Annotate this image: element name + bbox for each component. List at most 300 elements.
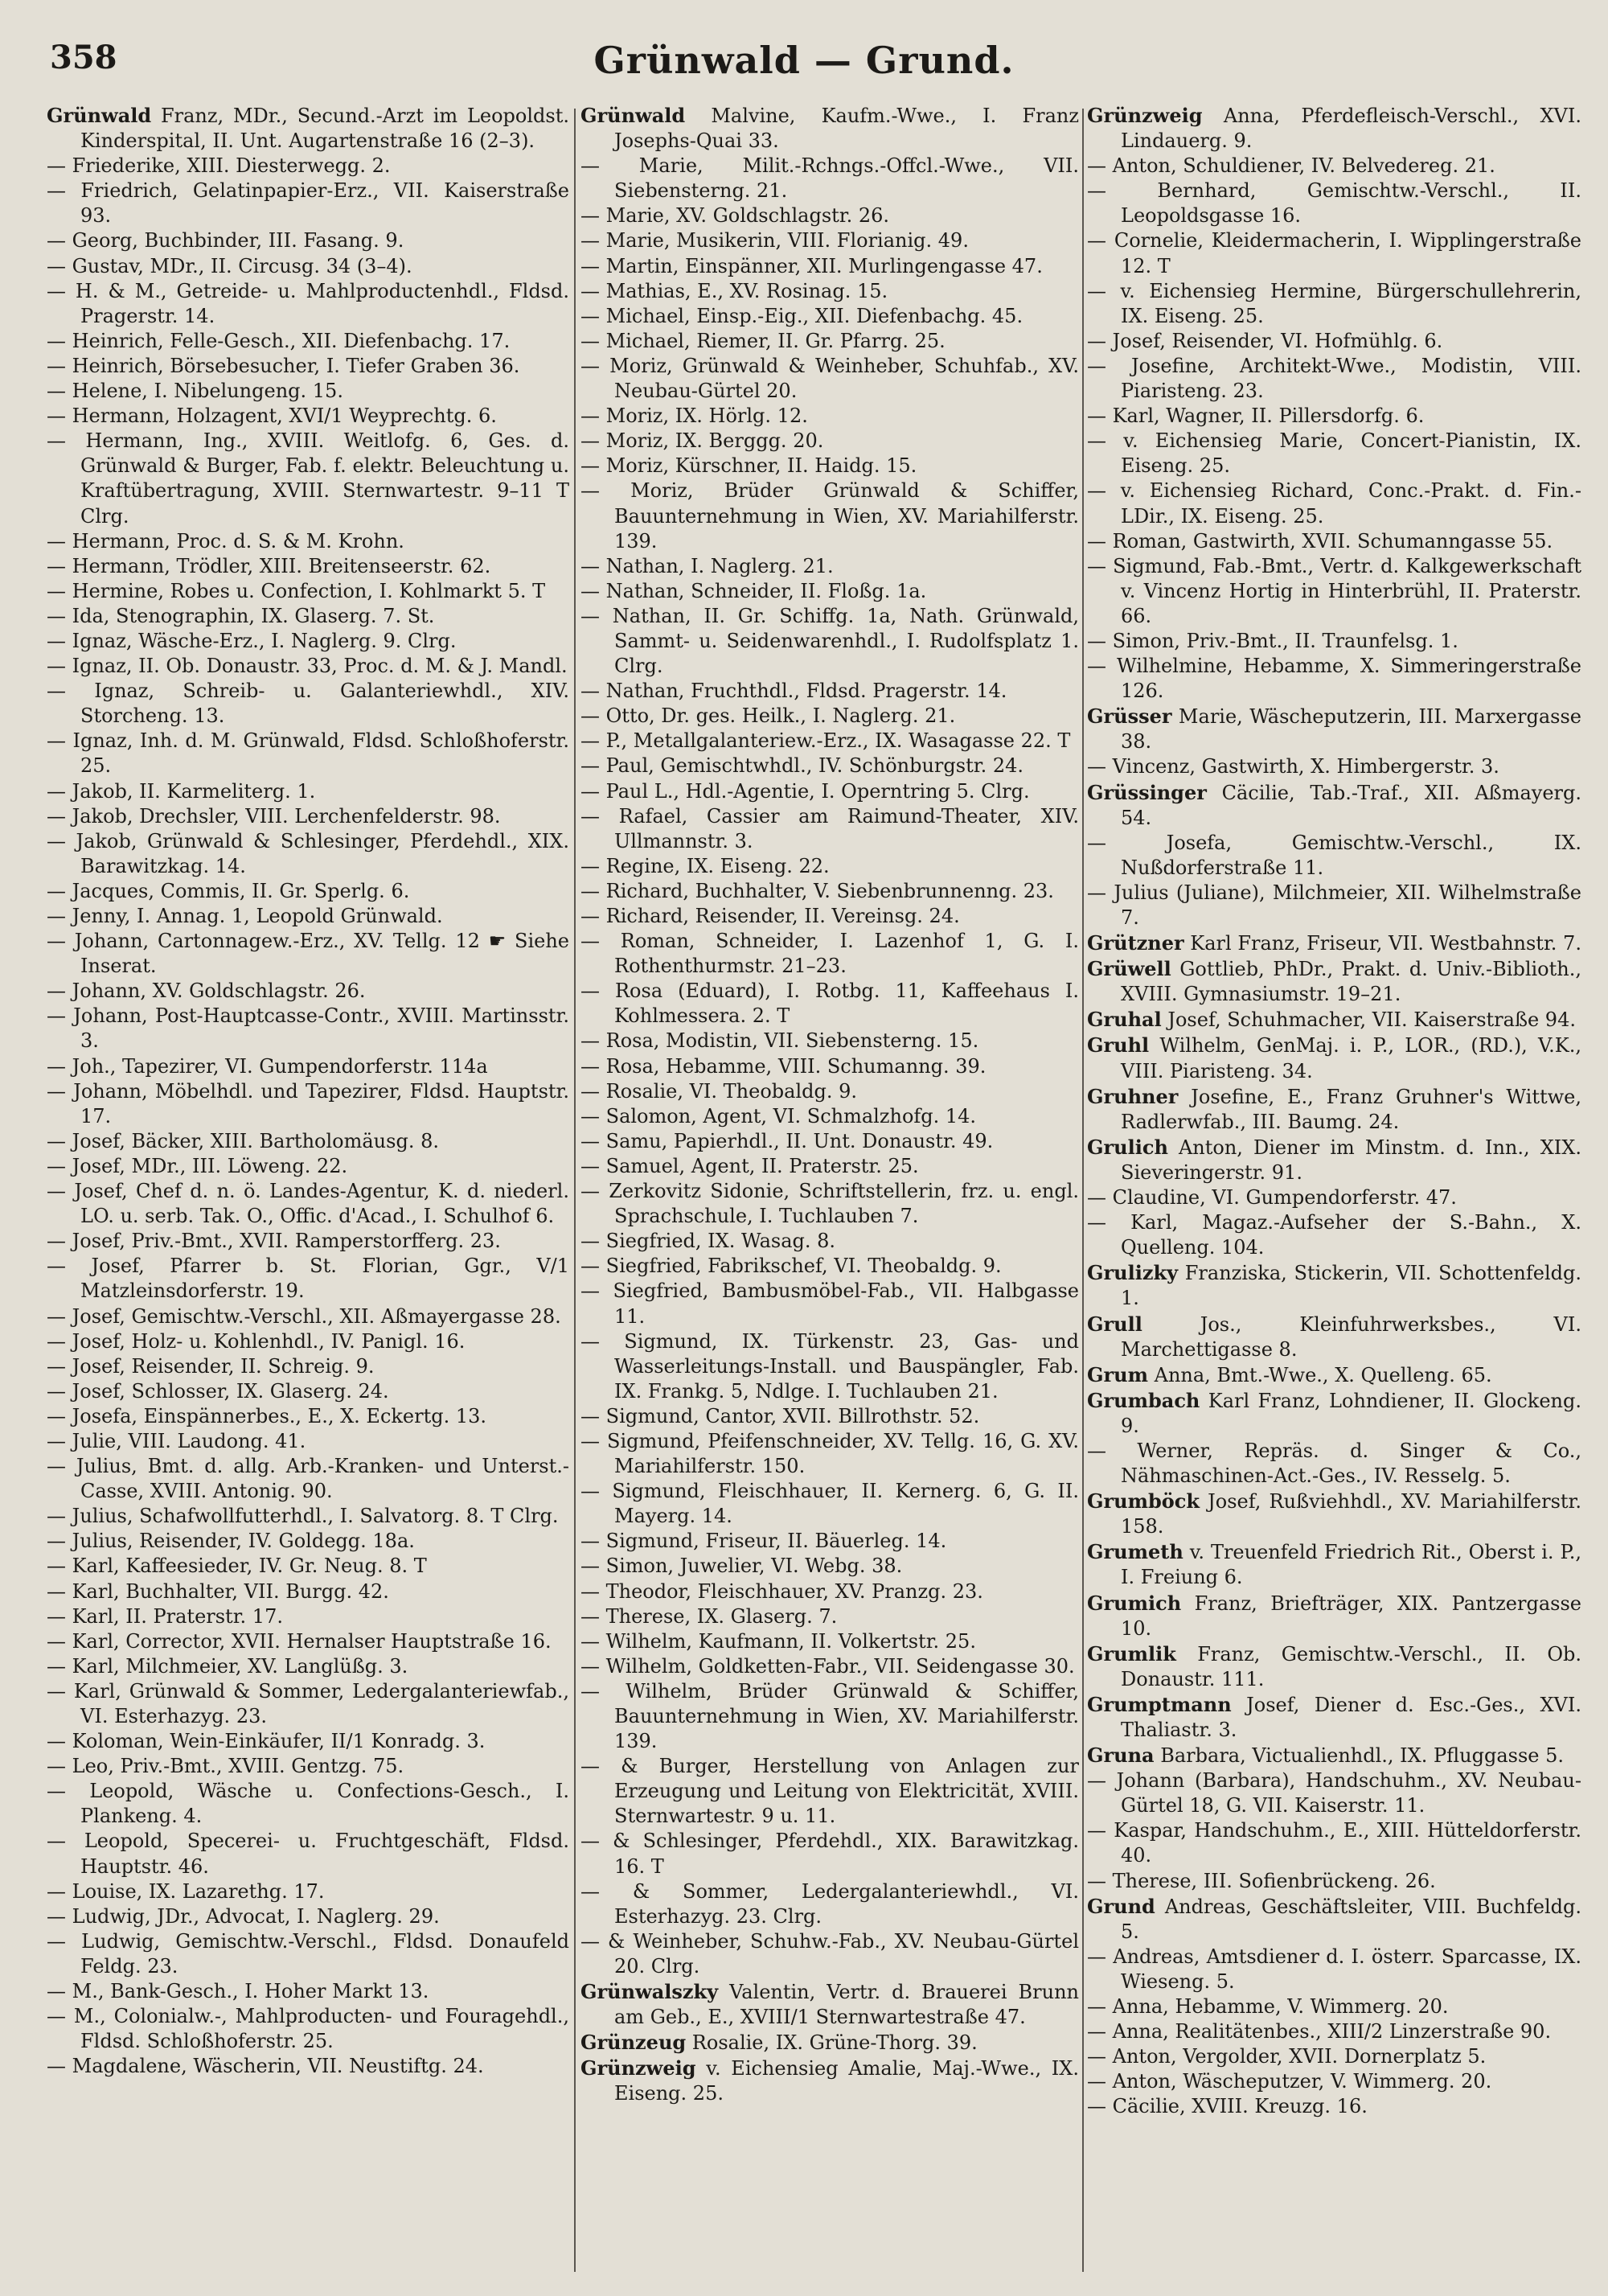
entry-text: Anna, Pferdefleisch-Verschl., XVI. Lindauerg. 9. [1121,105,1581,153]
directory-entry [47,1979,569,2004]
entry-text: — Karl, Corrector, XVII. Hernalser Hauptstraße 16. [47,1629,552,1653]
entry-text: — Leopold, Specerei- u. Fruchtgeschäft, Fldsd. Hauptstr. 46. [47,1830,569,1878]
entry-text: — Jacques, Commis, II. Gr. Sperlg. 6. [47,879,410,902]
directory-entry [47,254,569,279]
directory-entry [47,1554,569,1579]
directory-entry [47,279,569,329]
directory-entry [47,1829,569,1879]
entry-text: — Nathan, II. Gr. Schiffg. 1a, Nath. Grünwald, Sammt- u. Seidenwarenhdl., I. Rudolfsplatz 1. Clrg. [580,604,1079,678]
entry-text: — & Sommer, Ledergalanteriewhdl., VI. Esterhazyg. 23. Clrg. [580,1879,1079,1928]
surname-heading: Gruhner [1087,1084,1179,1108]
directory-entry [47,1504,569,1529]
entry-text: Franziska, Stickerin, VII. Schottenfeldg. 1. [1121,1262,1581,1310]
directory-entry [580,1229,1079,1254]
surname-heading: Grumeth [1087,1540,1183,1564]
entry-text: — Nathan, Schneider, II. Floßg. 1a. [580,579,927,602]
directory-entry [580,1604,1079,1629]
directory-entry [580,2030,1079,2056]
directory-entry [580,554,1079,579]
directory-entry [580,854,1079,879]
entry-text: — Karl, II. Praterstr. 17. [47,1604,283,1628]
directory-entry [580,1679,1079,1754]
entry-text: — Otto, Dr. ges. Heilk., I. Naglerg. 21. [580,704,956,728]
surname-heading: Gruna [1087,1744,1155,1768]
directory-entry [47,2004,569,2054]
directory-entry [580,1554,1079,1579]
directory-entry [1087,1084,1581,1135]
entry-text: — Sigmund, Fab.-Bmt., Vertr. d. Kalkgewerkschaft v. Vincenz Hortig in Hinterbrühl, II. Praterstr. 66. [1087,554,1581,627]
entry-text: Gottlieb, PhDr., Prakt. d. Univ.-Biblioth., XVIII. Gymnasiumstr. 19–21. [1121,958,1581,1006]
entry-text: Rosalie, IX. Grüne-Thorg. 39. [686,2031,978,2055]
entry-text: — Cäcilie, XVIII. Kreuzg. 16. [1087,2095,1368,2118]
entry-text: — Ida, Stenographin, IX. Glaserg. 7. St. [47,604,435,627]
entry-text: — M., Bank-Gesch., I. Hoher Markt 13. [47,1980,429,2003]
entry-text: — Theodor, Fleischhauer, XV. Pranzg. 23. [580,1579,983,1603]
directory-entry [580,1329,1079,1404]
surname-heading: Gruhal [1087,1008,1162,1032]
entry-text: v. Eichensieg Amalie, Maj.-Wwe., IX. Eiseng. 25. [614,2057,1079,2105]
directory-entry [1087,704,1581,754]
directory-entry [47,529,569,554]
surname-heading: Grünzweig [580,2056,696,2080]
directory-entry [47,1179,569,1229]
entry-text: — Josef, Gemischtw.-Verschl., XII. Aßmayergasse 28. [47,1304,561,1328]
surname-heading: Grüsser [1087,704,1172,729]
directory-entry [47,1729,569,1754]
entry-text: Andreas, Geschäftsleiter, VIII. Buchfeldg. 5. [1121,1895,1581,1943]
entry-text: Josef, Schuhmacher, VII. Kaiserstraße 94. [1161,1008,1576,1032]
directory-entry [47,679,569,729]
directory-entry [47,354,569,379]
entry-text: — Julie, VIII. Laudong. 41. [47,1429,306,1452]
entry-text: — Wilhelm, Goldketten-Fabr., VII. Seidengasse 30. [580,1654,1075,1678]
directory-entry [47,929,569,979]
entry-text: Franz, Briefträger, XIX. Pantzergasse 10. [1121,1592,1581,1640]
directory-entry [1087,754,1581,779]
entry-text: — Roman, Gastwirth, XVII. Schumanngasse 55. [1087,529,1553,552]
entry-text: — Josef, Reisender, VI. Hofmühlg. 6. [1087,329,1443,352]
entry-text: — Rosalie, VI. Theobaldg. 9. [580,1079,858,1103]
directory-entry [580,704,1079,729]
entry-text: — Martin, Einspänner, XII. Murlingengasse 47. [580,254,1043,277]
entry-text: Karl Franz, Lohndiener, II. Glockeng. 9. [1121,1389,1581,1437]
directory-entry [580,279,1079,304]
directory-entry [47,179,569,228]
entry-text: — Sigmund, Fleischhauer, II. Kernerg. 6, G. II. Mayerg. 14. [580,1480,1079,1528]
directory-entry [1087,1007,1581,1033]
entry-text: — Friedrich, Gelatinpapier-Erz., VII. Kaiserstraße 93. [47,179,569,228]
directory-entry [47,1079,569,1129]
entry-text: — Josefa, Gemischtw.-Verschl., IX. Nußdorferstraße 11. [1087,831,1581,879]
directory-entry [1087,1869,1581,1894]
entry-text: — Julius (Juliane), Milchmeier, XII. Wilhelmstraße 7. [1087,881,1581,929]
directory-entry [580,1929,1079,1979]
entry-text: Franz, Gemischtw.-Verschl., II. Ob. Donaustr. 111. [1121,1642,1581,1690]
entry-text: — Siegfried, IX. Wasag. 8. [580,1230,836,1253]
directory-entry [580,1579,1079,1604]
directory-entry [580,1429,1079,1479]
page-header [0,39,1608,103]
directory-entry [1087,1489,1581,1539]
entry-text: — Wilhelmine, Hebamme, X. Simmeringerstraße 126. [1087,655,1581,703]
directory-entry [47,103,569,154]
entry-text: — Richard, Reisender, II. Vereinsg. 24. [580,905,960,927]
directory-entry [1087,1033,1581,1083]
directory-entry [1087,1362,1581,1388]
entry-text: — Therese, IX. Glaserg. 7. [580,1604,838,1628]
entry-text: — Louise, IX. Lazarethg. 17. [47,1879,325,1903]
entry-text: Valentin, Vertr. d. Brauerei Brunn am Geb., E., XVIII/1 Sternwartestraße 47. [614,1981,1079,2029]
entry-text: — Simon, Priv.-Bmt., II. Traunfelsg. 1. [1087,629,1458,652]
entry-text: — Hermann, Ing., XVIII. Weitlofg. 6, Ges. d. Grünwald & Burger, Fab. f. elektr. Beleuchtung u. Kraftübertragung, XVIII. Sternwartestr. 9–11 T Clrg. [47,429,569,528]
entry-text: — Wilhelm, Kaufmann, II. Volkertstr. 25. [580,1629,976,1653]
column-right [1087,103,1581,2274]
directory-entry [1087,354,1581,404]
surname-heading: Grützner [1087,931,1184,955]
surname-heading: Grumptmann [1087,1692,1232,1716]
entry-text: — Ignaz, Schreib- u. Galanteriewhdl., XIV. Storcheng. 13. [47,680,569,728]
surname-heading: Grünwalszky [580,1980,719,2004]
entry-text: — Karl, Magaz.-Aufseher der S.-Bahn., X. Quelleng. 104. [1087,1211,1581,1259]
directory-entry [1087,1641,1581,1692]
entry-text: — Anna, Hebamme, V. Wimmerg. 20. [1087,1995,1449,2019]
directory-entry [47,629,569,654]
directory-entry [47,879,569,904]
entry-text: — Johann, XV. Goldschlagstr. 26. [47,980,366,1003]
entry-text: — Jakob, Grünwald & Schlesinger, Pferdehdl., XIX. Barawitzkag. 14. [47,829,569,877]
entry-text: — Magdalene, Wäscherin, VII. Neustiftg. 24. [47,2055,484,2078]
directory-entry [1087,881,1581,930]
directory-entry [47,804,569,829]
directory-entry [1087,2044,1581,2069]
directory-entry [580,1079,1079,1104]
entry-text: — & Weinheber, Schuhw.-Fab., XV. Neubau-Gürtel 20. Clrg. [580,1929,1079,1978]
directory-entry [47,1379,569,1404]
entry-text: — Regine, IX. Eiseng. 22. [580,854,830,877]
directory-entry [47,1604,569,1629]
directory-entry [1087,956,1581,1007]
entry-text: — Hermann, Trödler, XIII. Breitenseerstr. 62. [47,554,491,577]
entry-text: — Paul L., Hdl.-Agentie, I. Operntring 5. Clrg. [580,779,1030,803]
entry-text: — Josef, Chef d. n. ö. Landes-Agentur, K. d. niederl. LO. u. serb. Tak. O., Offic. d'Acad., I. Schulhof 6. [47,1180,569,1228]
entry-text: — Michael, Einsp.-Eig., XII. Diefenbachg. 45. [580,304,1023,327]
directory-entry [580,779,1079,804]
entry-text: — Julius, Reisender, IV. Goldegg. 18a. [47,1530,415,1553]
entry-text: — Anton, Vergolder, XVII. Dornerplatz 5. [1087,2045,1487,2068]
directory-entry [1087,479,1581,528]
entry-text: — Roman, Schneider, I. Lazenhof 1, G. I. Rothenthurmstr. 21–23. [580,930,1079,978]
directory-entry [1087,1591,1581,1641]
entry-text: — Ignaz, Inh. d. M. Grünwald, Fldsd. Schloßhoferstr. 25. [47,729,569,778]
entry-text: — Michael, Riemer, II. Gr. Pfarrg. 25. [580,329,946,352]
directory-entry [47,429,569,528]
directory-entry [47,1679,569,1729]
entry-text: — Julius, Schafwollfutterhdl., I. Salvatorg. 8. T Clrg. [47,1505,559,1528]
directory-entry [580,203,1079,228]
directory-entry [580,929,1079,979]
surname-heading: Grumbach [1087,1388,1200,1412]
entry-text: — Josef, Priv.-Bmt., XVII. Ramperstorfferg. 23. [47,1230,501,1253]
entry-text: — v. Eichensieg Marie, Concert-Pianistin, IX. Eiseng. 25. [1087,429,1581,478]
entry-text: — Sigmund, Cantor, XVII. Billrothstr. 52. [580,1404,980,1427]
entry-text: Wilhelm, GenMaj. i. P., LOR., (RD.), V.K., VIII. Piaristeng. 34. [1121,1034,1581,1082]
directory-entry [1087,2094,1581,2119]
entry-text: — Bernhard, Gemischtw.-Verschl., II. Leopoldsgasse 16. [1087,179,1581,228]
directory-entry [47,1879,569,1904]
directory-entry [1087,1692,1581,1743]
entry-text: — Leopold, Wäsche u. Confections-Gesch., I. Plankeng. 4. [47,1780,569,1828]
entry-text: — Samuel, Agent, II. Praterstr. 25. [580,1154,919,1177]
directory-entry [47,1654,569,1679]
entry-text: Malvine, Kaufm.-Wwe., I. Franz Josephs-Quai 33. [614,105,1079,153]
entry-text: — Cornelie, Kleidermacherin, I. Wipplingerstraße 12. T [1087,229,1581,277]
directory-entry [580,1279,1079,1329]
page-number: 358 [50,39,117,76]
entry-text: — Johann, Post-Hauptcasse-Contr., XVIII. Martinsstr. 3. [47,1004,569,1053]
entry-text: — Karl, Milchmeier, XV. Langlüßg. 3. [47,1654,408,1678]
entry-text: Cäcilie, Tab.-Traf., XII. Aßmayerg. 54. [1121,781,1581,829]
directory-entry [580,754,1079,778]
surname-heading: Grumböck [1087,1489,1200,1514]
entry-text: — Richard, Buchhalter, V. Siebenbrunnenng. 23. [580,879,1054,902]
directory-entry [580,1154,1079,1179]
directory-entry [580,1254,1079,1279]
entry-text: — Joh., Tapezirer, VI. Gumpendorferstr. 114a [47,1054,488,1078]
entry-text: Marie, Wäscheputzerin, III. Marxergasse 38. [1121,705,1581,754]
entry-text: — Johann (Barbara), Handschuhm., XV. Neubau-Gürtel 18, G. VII. Kaiserstr. 11. [1087,1769,1581,1817]
entry-text: Anna, Bmt.-Wwe., X. Quelleng. 65. [1147,1363,1492,1386]
directory-entry [47,228,569,253]
directory-entry [47,1404,569,1429]
entry-text: — Sigmund, Friseur, II. Bäuerleg. 14. [580,1530,947,1553]
entry-text: Josef, Diener d. Esc.-Ges., XVI. Thaliastr. 3. [1121,1693,1581,1741]
entry-text: — & Schlesinger, Pferdehdl., XIX. Barawitzkag. 16. T [580,1830,1079,1878]
entry-text: — Moriz, Grünwald & Weinheber, Schuhfab., XV. Neubau-Gürtel 20. [580,354,1079,403]
directory-entry [580,1754,1079,1829]
surname-heading: Grünzeug [580,2031,687,2055]
entry-text: — Josefa, Einspännerbes., E., X. Eckertg. 13. [47,1404,487,1427]
directory-entry [1087,1945,1581,1994]
directory-entry [580,228,1079,253]
entry-text: — Simon, Juwelier, VI. Webg. 38. [580,1555,903,1578]
entry-text: — Samu, Papierhdl., II. Unt. Donaustr. 49. [580,1129,994,1152]
directory-entry [580,1104,1079,1129]
entry-text: — Hermann, Proc. d. S. & M. Krohn. [47,529,404,552]
entry-text: — Josef, Bäcker, XIII. Bartholomäusg. 8. [47,1129,439,1152]
directory-entry [1087,930,1581,956]
directory-entry [47,829,569,879]
directory-entry [580,1404,1079,1429]
entry-text: — H. & M., Getreide- u. Mahlproductenhdl., Fldsd. Pragerstr. 14. [47,279,569,327]
entry-text: — P., Metallgalanteriew.-Erz., IX. Wasagasse 22. T [580,729,1071,753]
entry-text: — Johann, Möbelhdl. und Tapezirer, Fldsd. Hauptstr. 17. [47,1079,569,1127]
entry-text: — Josef, Pfarrer b. St. Florian, Ggr., V/1 Matzleinsdorferstr. 19. [47,1255,569,1303]
entry-text: — Rosa, Hebamme, VIII. Schumanng. 39. [580,1054,987,1078]
directory-entry [580,1654,1079,1679]
directory-entry [47,329,569,354]
entry-text: — Werner, Repräs. d. Singer & Co., Nähmaschinen-Act.-Ges., IV. Resselg. 5. [1087,1439,1581,1488]
surname-heading: Gruhl [1087,1033,1150,1058]
entry-text: — Kaspar, Handschuhm., E., XIII. Hütteldorferstr. 40. [1087,1819,1581,1867]
directory-entry [580,1054,1079,1079]
entry-text: — Josefine, Architekt-Wwe., Modistin, VIII. Piaristeng. 23. [1087,354,1581,403]
directory-entry [1087,1894,1581,1945]
directory-entry [580,979,1079,1029]
directory-entry [580,804,1079,854]
directory-entry [580,1979,1079,2030]
surname-heading: Grund [1087,1894,1155,1918]
entry-text: — Sigmund, Pfeifenschneider, XV. Tellg. 16, G. XV. Mariahilferstr. 150. [580,1429,1079,1478]
entry-text: — Georg, Buchbinder, III. Fasang. 9. [47,229,404,253]
directory-entry [580,579,1079,604]
surname-heading: Grulich [1087,1135,1168,1159]
directory-entry [580,1129,1079,1154]
directory-entry [47,654,569,679]
entry-text: — Gustav, MDr., II. Circusg. 34 (3–4). [47,254,412,277]
directory-entry [580,679,1079,704]
entry-text: — Leo, Priv.-Bmt., XVIII. Gentzg. 75. [47,1755,404,1778]
surname-heading: Grünwald [47,104,152,127]
directory-entry [47,1254,569,1304]
entry-text: — v. Eichensieg Richard, Conc.-Prakt. d. Fin.-LDir., IX. Eiseng. 25. [1087,479,1581,528]
entry-text: — Julius, Bmt. d. allg. Arb.-Kranken- und Unterst.-Casse, XVIII. Antonig. 90. [47,1455,569,1503]
directory-entry [580,1479,1079,1529]
directory-entry [580,1179,1079,1229]
directory-entry [580,304,1079,329]
entry-text: — Josef, Schlosser, IX. Glaserg. 24. [47,1379,389,1403]
entry-text: — Rafael, Cassier am Raimund-Theater, XIV. Ullmannstr. 3. [580,804,1079,852]
entry-text: — Marie, XV. Goldschlagstr. 26. [580,204,890,228]
entry-text: — Siegfried, Fabrikschef, VI. Theobaldg. 9. [580,1255,1002,1278]
directory-entry [1087,654,1581,704]
surname-heading: Grünwald [580,104,686,127]
directory-entry [580,154,1079,203]
entry-text: — Anton, Schuldiener, IV. Belvedereg. 21. [1087,154,1495,178]
entry-text: — Jenny, I. Annag. 1, Leopold Grünwald. [47,905,443,927]
directory-entry [1087,831,1581,881]
directory-entry [47,1429,569,1454]
directory-entry [1087,179,1581,228]
entry-text: — Koloman, Wein-Einkäufer, II/1 Konradg. 3. [47,1730,486,1753]
entry-text: — Marie, Musikerin, VIII. Florianig. 49. [580,229,969,253]
entry-text: — Heinrich, Börsebesucher, I. Tiefer Graben 36. [47,354,520,377]
directory-entry [1087,1210,1581,1260]
directory-entry [47,1304,569,1329]
directory-entry [580,429,1079,454]
entry-text: — Salomon, Agent, VI. Schmalzhofg. 14. [580,1104,977,1127]
entry-text: — Anna, Realitätenbes., XIII/2 Linzerstraße 90. [1087,2020,1552,2043]
directory-entry [1087,279,1581,329]
entry-text: — Vincenz, Gastwirth, X. Himbergerstr. 3. [1087,755,1499,778]
directory-entry [1087,404,1581,429]
directory-entry [580,404,1079,429]
entry-text: — Jakob, Drechsler, VIII. Lerchenfelderstr. 98. [47,804,501,828]
directory-entry [47,1779,569,1829]
entry-text: — & Burger, Herstellung von Anlagen zur Erzeugung und Leitung von Elektricität, XVIII. Sternwartestr. 9 u. 11. [580,1755,1079,1828]
directory-entry [47,1229,569,1254]
directory-entry [1087,1260,1581,1311]
directory-entry [1087,554,1581,629]
entry-text: — Mathias, E., XV. Rosinag. 15. [580,279,888,302]
directory-entry [580,103,1079,154]
directory-entry [47,1354,569,1379]
directory-entry [1087,103,1581,154]
directory-entry [47,1129,569,1154]
directory-entry [47,1004,569,1054]
page-title: Grünwald — Grund. [593,39,1015,82]
entry-text: Anton, Diener im Minstm. d. Inn., XIX. Sieveringerstr. 91. [1121,1136,1581,1184]
directory-entry [47,1529,569,1554]
entry-text: — Rosa, Modistin, VII. Siebensterng. 15. [580,1029,979,1053]
entry-text: — Hermine, Robes u. Confection, I. Kohlmarkt 5. T [47,579,546,602]
entry-text: Josefine, E., Franz Gruhner's Wittwe, Radlerwfab., III. Baumg. 24. [1121,1085,1581,1133]
directory-entry [1087,1539,1581,1590]
surname-heading: Grull [1087,1312,1142,1336]
directory-entry [580,904,1079,929]
directory-entry [1087,1312,1581,1362]
directory-entry [580,1029,1079,1054]
entry-text: — Ludwig, Gemischtw.-Verschl., Fldsd. Donaufeld Feldg. 23. [47,1929,569,1978]
directory-entry [47,1754,569,1779]
directory-entry [1087,429,1581,479]
directory-entry [47,1904,569,1929]
directory-entry [1087,1388,1581,1439]
surname-heading: Grüssinger [1087,780,1207,804]
entry-text: — Hermann, Holzagent, XVI/1 Weyprechtg. 6. [47,405,497,428]
entry-text: — Paul, Gemischtwhdl., IV. Schönburgstr. 24. [580,754,1023,778]
directory-entry [47,154,569,179]
column-left [47,103,569,2274]
directory-entry [1087,1743,1581,1768]
entry-text: — Nathan, I. Naglerg. 21. [580,554,834,577]
entry-text: — Friederike, XIII. Diesterwegg. 2. [47,154,391,178]
directory-entry [1087,1994,1581,2019]
entry-text: — Nathan, Fruchthdl., Fldsd. Pragerstr. 14. [580,680,1007,703]
directory-entry [580,454,1079,479]
surname-heading: Grulizky [1087,1261,1179,1285]
entry-text: — Josef, MDr., III. Löweng. 22. [47,1154,348,1177]
directory-entry [580,2056,1079,2106]
entry-text: — Karl, Kaffeesieder, IV. Gr. Neug. 8. T [47,1555,427,1578]
entry-text: — Karl, Wagner, II. Pillersdorfg. 6. [1087,405,1425,428]
directory-entry [1087,780,1581,831]
directory-entry [1087,2019,1581,2044]
entry-text: Josef, Rußviehhdl., XV. Mariahilferstr. 158. [1121,1490,1581,1538]
directory-entry [47,779,569,804]
entry-text: — Marie, Milit.-Rchngs.-Offcl.-Wwe., VII. Siebensterng. 21. [580,154,1079,203]
directory-entry [580,1629,1079,1654]
entry-text: — M., Colonialw.-, Mahlproducten- und Fouragehdl., Fldsd. Schloßhoferstr. 25. [47,2005,569,2053]
directory-entry [580,1879,1079,1929]
entry-text: — Claudine, VI. Gumpendorferstr. 47. [1087,1186,1457,1210]
directory-entry [580,479,1079,553]
directory-entry [1087,1185,1581,1210]
directory-entry [47,979,569,1004]
entry-text: Franz, MDr., Secund.-Arzt im Leopoldst. Kinderspital, II. Unt. Augartenstraße 16 (2–3). [80,105,569,153]
directory-entry [580,604,1079,679]
column-divider [1082,109,1084,2272]
surname-heading: Grünzweig [1087,104,1203,127]
entry-text: — Jakob, II. Karmeliterg. 1. [47,779,316,803]
entry-text: — Johann, Cartonnagew.-Erz., XV. Tellg. 12 ☛ Siehe Inserat. [47,930,569,978]
directory-entry [47,1054,569,1079]
directory-entry [47,2054,569,2079]
entry-text: — Moriz, Kürschner, II. Haidg. 15. [580,454,917,478]
directory-entry [1087,1768,1581,1818]
surname-heading: Grüwell [1087,957,1171,981]
directory-entry [47,1154,569,1179]
surname-heading: Grum [1087,1362,1148,1386]
